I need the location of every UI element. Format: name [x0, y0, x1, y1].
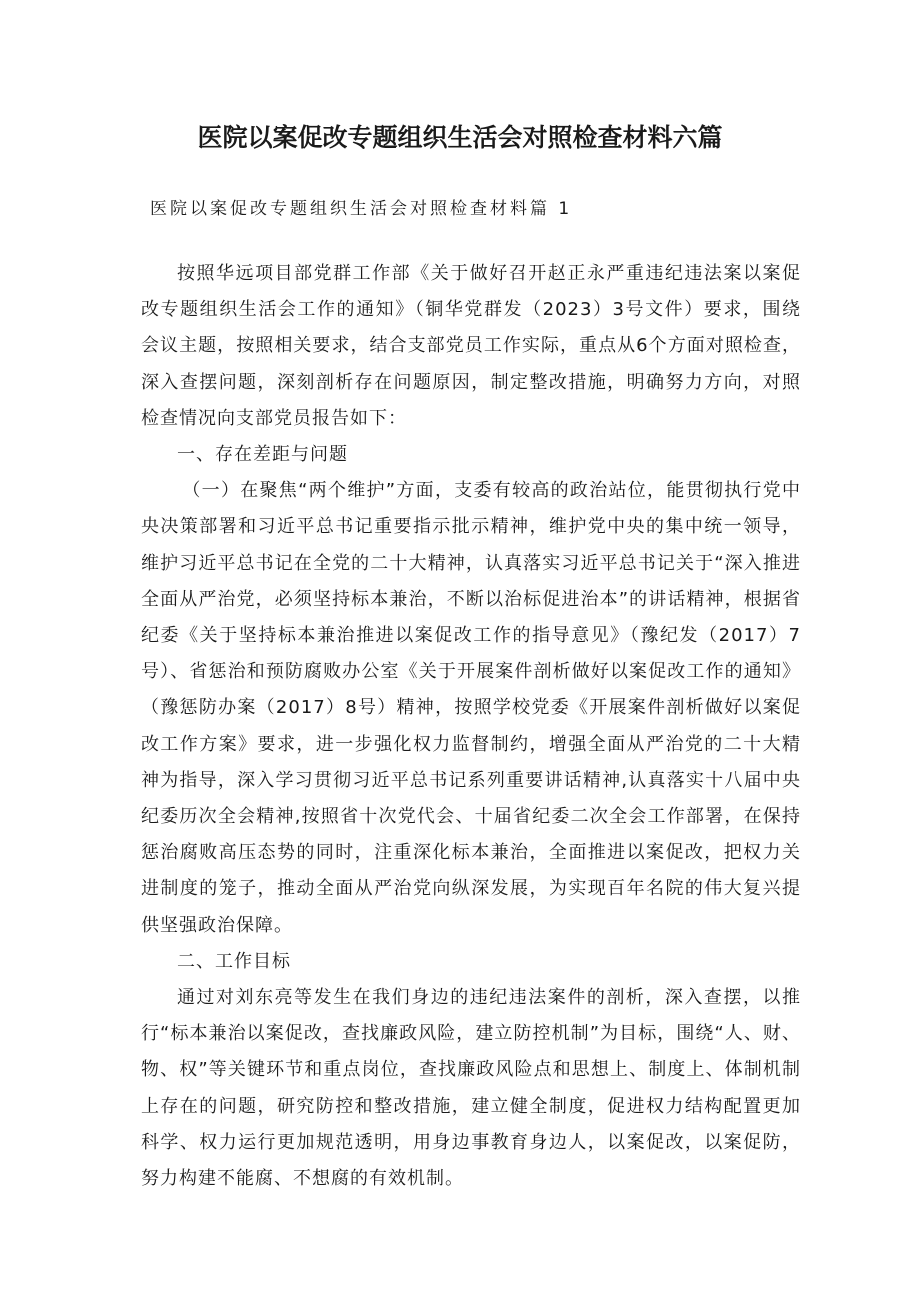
document-title: 医院以案促改专题组织生活会对照检查材料六篇 [197, 123, 723, 152]
section-subtitle: 医院以案促改专题组织生活会对照检查材料篇 1 [150, 199, 573, 219]
intro-paragraph: 按照华远项目部党群工作部《关于做好召开赵正永严重违纪违法案以案促改专题组织生活会工作的通知》（铜华党群发（2023）3号文件）要求，围绕会议主题，按照相关要求，结合支部党员工作实际，重点从6个方面对照检查，深入查摆问题，深刻剖析存在问题原因，制定整改措施，明确努力方向，对照检查情况向支部党员报告如下： [141, 263, 801, 429]
section-heading-goals: 二、工作目标 [177, 950, 291, 972]
problem-paragraph-1: （一）在聚焦“两个维护”方面，支委有较高的政治站位，能贯彻执行党中央决策部署和习近平总书记重要指示批示精神，维护党中央的集中统一领导，维护习近平总书记在全党的二十大精神，认真落实习近平总书记关于“深入推进全面从严治党，必须坚持标本兼治，不断以治标促进治本”的讲话精神，根据省纪委《关于坚持标本兼治推进以案促改工作的指导意见》（豫纪发（2017）7号）、省惩治和预防腐败办公室《关于开展案件剖析做好以案促改工作的通知》（豫惩防办案（2017）8号）精神，按照学校党委《开展案件剖析做好以案促改工作方案》要求，进一步强化权力监督制约，增强全面从严治党的二十大精神为指导，深入学习贯彻习近平总书记系列重要讲话精神,认真落实十八届中央纪委历次全会精神,按照省十次党代会、十届省纪委二次全会工作部署，在保持惩治腐败高压态势的同时，注重深化标本兼治，全面推进以案促改，把权力关进制度的笼子，推动全面从严治党向纵深发展，为实现百年名院的伟大复兴提供坚强政治保障。 [141, 480, 801, 936]
document-body [141, 256, 801, 1197]
section-heading-problems: 一、存在差距与问题 [177, 444, 348, 466]
goals-paragraph: 通过对刘东亮等发生在我们身边的违纪违法案件的剖析，深入查摆，以推行“标本兼治以案促改，查找廉政风险，建立防控机制”为目标，围绕“人、财、物、权”等关键环节和重点岗位，查找廉政风险点和思想上、制度上、体制机制上存在的问题，研究防控和整改措施，建立健全制度，促进权力结构配置更加科学、权力运行更加规范透明，用身边事教育身边人，以案促改，以案促防，努力构建不能腐、不想腐的有效机制。 [141, 987, 801, 1190]
